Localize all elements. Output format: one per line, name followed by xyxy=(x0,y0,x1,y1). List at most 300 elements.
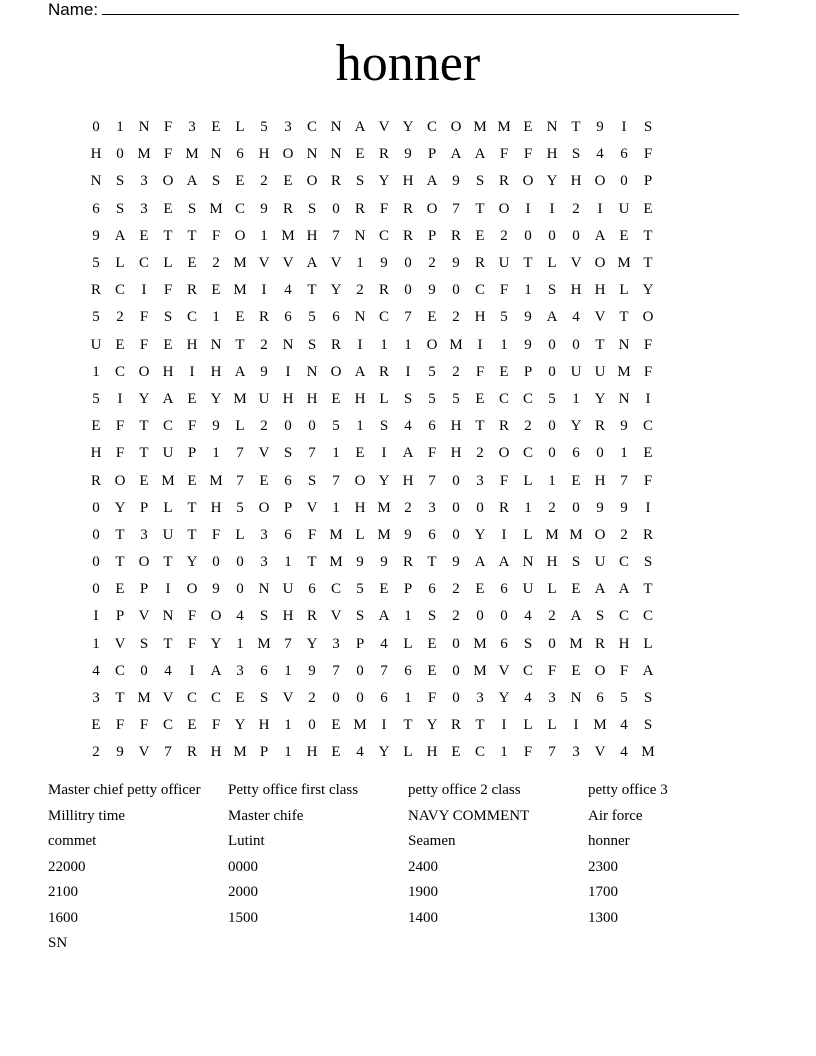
grid-letter: 0 xyxy=(452,526,460,543)
grid-letter: M xyxy=(473,662,487,679)
word-list-item: SN xyxy=(48,935,68,951)
grid-letter: 3 xyxy=(476,472,484,489)
grid-letter: T xyxy=(115,526,125,543)
grid-letter: L xyxy=(235,119,245,136)
grid-letter: T xyxy=(187,499,197,516)
grid-letter: H xyxy=(186,336,198,353)
grid-letter: M xyxy=(617,363,631,380)
word-list-item: 2300 xyxy=(588,858,618,875)
grid-letter: T xyxy=(523,255,533,272)
grid-letter: S xyxy=(379,418,389,435)
grid-row xyxy=(84,196,744,223)
grid-letter: O xyxy=(114,472,126,489)
grid-letter: 9 xyxy=(116,744,124,761)
grid-letter: U xyxy=(570,363,582,380)
grid-letter: H xyxy=(594,282,606,299)
grid-letter: F xyxy=(475,363,485,380)
grid-letter: V xyxy=(330,255,342,272)
grid-letter: P xyxy=(283,499,293,516)
grid-letter: 0 xyxy=(452,635,460,652)
grid-letter: 0 xyxy=(332,690,340,707)
grid-letter: 9 xyxy=(404,526,412,543)
grid-letter: P xyxy=(139,499,149,516)
grid-letter: 5 xyxy=(356,581,364,598)
grid-letter: Y xyxy=(210,635,222,652)
grid-letter: 3 xyxy=(188,119,196,136)
grid-letter: R xyxy=(594,418,605,435)
grid-letter: M xyxy=(569,635,583,652)
grid-letter: 7 xyxy=(236,445,244,462)
grid-letter: 0 xyxy=(284,418,292,435)
grid-letter: F xyxy=(211,526,221,543)
grid-letter: O xyxy=(426,336,438,353)
grid-letter: 1 xyxy=(332,499,340,516)
grid-row xyxy=(84,359,744,386)
grid-letter: M xyxy=(257,635,271,652)
grid-letter: 0 xyxy=(92,554,100,571)
grid-letter: I xyxy=(549,200,555,217)
grid-letter: E xyxy=(571,581,581,598)
grid-letter: 1 xyxy=(284,717,292,734)
grid-letter: 1 xyxy=(404,608,412,625)
grid-letter: C xyxy=(474,744,485,761)
grid-letter: S xyxy=(643,690,653,707)
grid-letter: 9 xyxy=(92,227,100,244)
grid-letter: U xyxy=(522,581,534,598)
grid-letter: T xyxy=(139,418,149,435)
grid-letter: 4 xyxy=(236,608,244,625)
grid-letter: M xyxy=(233,282,247,299)
grid-letter: Y xyxy=(546,173,558,190)
grid-letter: E xyxy=(163,336,173,353)
grid-letter: F xyxy=(307,526,317,543)
grid-letter: 0 xyxy=(452,472,460,489)
grid-letter: H xyxy=(258,717,270,734)
grid-row xyxy=(84,549,744,576)
grid-letter: 2 xyxy=(428,255,436,272)
grid-letter: H xyxy=(546,146,558,163)
grid-letter: 0 xyxy=(116,146,124,163)
grid-letter: L xyxy=(163,499,173,516)
grid-row xyxy=(84,386,744,413)
grid-letter: F xyxy=(115,445,125,462)
grid-letter: A xyxy=(474,554,486,571)
grid-letter: L xyxy=(235,526,245,543)
grid-letter: M xyxy=(329,554,343,571)
grid-letter: 9 xyxy=(380,255,388,272)
word-list-item: NAVY COMMENT xyxy=(408,807,530,824)
grid-letter: 0 xyxy=(524,227,532,244)
grid-letter: 0 xyxy=(332,200,340,217)
grid-letter: H xyxy=(570,282,582,299)
grid-letter: H xyxy=(306,227,318,244)
grid-letter: 2 xyxy=(404,499,412,516)
grid-letter: 1 xyxy=(332,445,340,462)
grid-letter: M xyxy=(233,744,247,761)
grid-letter: N xyxy=(306,146,318,163)
grid-letter: 2 xyxy=(548,608,556,625)
word-list-item: Air force xyxy=(588,807,643,824)
grid-row xyxy=(84,712,744,739)
grid-letter: F xyxy=(187,635,197,652)
grid-letter: 1 xyxy=(404,690,412,707)
grid-letter: L xyxy=(163,255,173,272)
grid-row xyxy=(84,332,744,359)
puzzle-title: honner xyxy=(335,35,481,92)
grid-letter: 7 xyxy=(332,472,340,489)
grid-letter: S xyxy=(187,200,197,217)
grid-letter: O xyxy=(498,200,510,217)
grid-letter: 3 xyxy=(548,690,556,707)
grid-letter: S xyxy=(475,173,485,190)
grid-letter: M xyxy=(473,635,487,652)
grid-letter: A xyxy=(450,146,462,163)
grid-letter: 9 xyxy=(452,173,460,190)
grid-letter: N xyxy=(258,581,270,598)
word-list xyxy=(48,780,768,959)
grid-letter: 0 xyxy=(548,363,556,380)
grid-letter: 5 xyxy=(236,499,244,516)
grid-letter: U xyxy=(282,581,294,598)
grid-letter: I xyxy=(597,200,603,217)
grid-letter: I xyxy=(117,390,123,407)
grid-letter: O xyxy=(450,119,462,136)
word-list-item: 1600 xyxy=(48,909,78,926)
grid-letter: 6 xyxy=(308,581,316,598)
grid-letter: F xyxy=(163,282,173,299)
grid-letter: M xyxy=(593,717,607,734)
grid-letter: Y xyxy=(426,717,438,734)
grid-letter: I xyxy=(621,119,627,136)
grid-letter: C xyxy=(114,363,125,380)
grid-letter: F xyxy=(115,418,125,435)
grid-letter: A xyxy=(354,363,366,380)
grid-letter: H xyxy=(162,363,174,380)
grid-letter: A xyxy=(402,445,414,462)
grid-letter: 0 xyxy=(620,173,628,190)
grid-letter: 0 xyxy=(92,581,100,598)
grid-letter: S xyxy=(643,717,653,734)
grid-letter: E xyxy=(475,390,485,407)
grid-letter: A xyxy=(210,662,222,679)
grid-letter: 1 xyxy=(92,363,100,380)
grid-letter: C xyxy=(138,255,149,272)
grid-letter: A xyxy=(354,119,366,136)
grid-letter: 1 xyxy=(260,227,268,244)
grid-letter: 5 xyxy=(92,309,100,326)
grid-letter: 2 xyxy=(452,608,460,625)
grid-letter: M xyxy=(161,472,175,489)
grid-letter: S xyxy=(115,173,125,190)
grid-letter: A xyxy=(570,608,582,625)
grid-letter: S xyxy=(643,119,653,136)
grid-letter: M xyxy=(137,690,151,707)
grid-letter: 1 xyxy=(284,554,292,571)
grid-letter: O xyxy=(258,499,270,516)
grid-letter: E xyxy=(115,336,125,353)
grid-letter: N xyxy=(618,390,630,407)
grid-letter: 0 xyxy=(572,499,580,516)
grid-letter: C xyxy=(162,717,173,734)
grid-letter: R xyxy=(378,282,389,299)
grid-letter: A xyxy=(618,581,630,598)
grid-letter: 6 xyxy=(404,662,412,679)
grid-letter: R xyxy=(378,363,389,380)
grid-letter: H xyxy=(210,363,222,380)
grid-letter: 4 xyxy=(380,635,388,652)
grid-letter: 7 xyxy=(452,200,460,217)
grid-letter: C xyxy=(378,309,389,326)
grid-letter: 1 xyxy=(572,390,580,407)
grid-letter: 4 xyxy=(92,662,100,679)
grid-letter: 0 xyxy=(452,499,460,516)
grid-letter: 7 xyxy=(164,744,172,761)
grid-letter: M xyxy=(353,717,367,734)
grid-letter: N xyxy=(330,146,342,163)
grid-letter: S xyxy=(403,390,413,407)
grid-letter: H xyxy=(546,554,558,571)
grid-letter: 7 xyxy=(308,445,316,462)
grid-letter: R xyxy=(330,173,341,190)
grid-letter: M xyxy=(569,526,583,543)
grid-letter: 4 xyxy=(620,744,628,761)
grid-letter: I xyxy=(645,499,651,516)
grid-letter: 7 xyxy=(332,662,340,679)
grid-letter: S xyxy=(139,635,149,652)
grid-letter: N xyxy=(138,119,150,136)
grid-letter: E xyxy=(451,744,461,761)
grid-letter: 6 xyxy=(284,472,292,489)
grid-letter: 6 xyxy=(500,635,508,652)
grid-letter: N xyxy=(330,119,342,136)
grid-letter: E xyxy=(475,227,485,244)
grid-letter: T xyxy=(427,554,437,571)
grid-letter: C xyxy=(522,662,533,679)
grid-letter: F xyxy=(619,662,629,679)
grid-letter: I xyxy=(165,581,171,598)
grid-letter: 9 xyxy=(260,363,268,380)
grid-letter: 2 xyxy=(212,255,220,272)
grid-letter: H xyxy=(618,635,630,652)
grid-letter: E xyxy=(283,173,293,190)
grid-letter: H xyxy=(450,418,462,435)
grid-letter: E xyxy=(91,418,101,435)
grid-letter: I xyxy=(141,282,147,299)
grid-letter: I xyxy=(405,363,411,380)
grid-letter: N xyxy=(210,146,222,163)
grid-letter: R xyxy=(186,282,197,299)
grid-letter: T xyxy=(619,309,629,326)
grid-letter: M xyxy=(641,744,655,761)
grid-letter: 7 xyxy=(236,472,244,489)
grid-letter: M xyxy=(473,119,487,136)
grid-letter: S xyxy=(523,635,533,652)
grid-letter: 2 xyxy=(116,309,124,326)
grid-letter: Y xyxy=(378,472,390,489)
grid-letter: E xyxy=(91,717,101,734)
grid-letter: Y xyxy=(210,390,222,407)
grid-letter: N xyxy=(354,227,366,244)
grid-letter: F xyxy=(139,309,149,326)
grid-letter: Y xyxy=(186,554,198,571)
grid-letter: T xyxy=(307,554,317,571)
grid-letter: I xyxy=(645,390,651,407)
grid-letter: R xyxy=(594,635,605,652)
grid-letter: 4 xyxy=(620,717,628,734)
grid-letter: S xyxy=(547,282,557,299)
grid-letter: P xyxy=(187,445,197,462)
grid-letter: S xyxy=(115,200,125,217)
grid-letter: H xyxy=(258,146,270,163)
grid-letter: O xyxy=(162,173,174,190)
grid-row xyxy=(84,685,744,712)
grid-letter: U xyxy=(90,336,102,353)
word-list-item: Millitry time xyxy=(48,807,126,824)
grid-letter: M xyxy=(185,146,199,163)
grid-letter: L xyxy=(643,635,653,652)
grid-letter: Y xyxy=(138,390,150,407)
grid-letter: N xyxy=(522,554,534,571)
grid-letter: I xyxy=(477,336,483,353)
grid-letter: R xyxy=(306,608,317,625)
grid-letter: 3 xyxy=(572,744,580,761)
grid-letter: C xyxy=(186,309,197,326)
grid-letter: R xyxy=(402,227,413,244)
grid-letter: I xyxy=(501,526,507,543)
grid-letter: S xyxy=(307,472,317,489)
grid-letter: R xyxy=(402,554,413,571)
grid-letter: 0 xyxy=(548,336,556,353)
grid-letter: E xyxy=(331,390,341,407)
grid-letter: 2 xyxy=(356,282,364,299)
grid-letter: T xyxy=(187,227,197,244)
grid-letter: F xyxy=(211,227,221,244)
grid-letter: E xyxy=(211,282,221,299)
grid-letter: I xyxy=(381,445,387,462)
grid-letter: 9 xyxy=(212,418,220,435)
word-list-item: 2000 xyxy=(228,884,258,900)
grid-letter: 0 xyxy=(548,227,556,244)
grid-letter: A xyxy=(234,363,246,380)
grid-letter: 0 xyxy=(452,282,460,299)
grid-letter: S xyxy=(211,173,221,190)
grid-letter: P xyxy=(403,581,413,598)
grid-letter: Y xyxy=(474,526,486,543)
word-list-item: 2100 xyxy=(48,884,78,900)
grid-letter: 0 xyxy=(356,662,364,679)
grid-letter: 3 xyxy=(284,119,292,136)
grid-letter: V xyxy=(258,445,270,462)
grid-row xyxy=(84,223,744,250)
grid-letter: E xyxy=(427,635,437,652)
grid-letter: 5 xyxy=(260,119,268,136)
grid-letter: Y xyxy=(402,119,414,136)
grid-letter: C xyxy=(522,445,533,462)
grid-letter: E xyxy=(643,445,653,462)
grid-letter: P xyxy=(427,227,437,244)
grid-letter: 2 xyxy=(260,336,268,353)
grid-letter: O xyxy=(186,581,198,598)
grid-letter: 4 xyxy=(524,690,532,707)
grid-letter: F xyxy=(427,690,437,707)
word-list-item: honner xyxy=(588,833,630,849)
grid-letter: 9 xyxy=(620,418,628,435)
grid-letter: M xyxy=(377,499,391,516)
grid-letter: 4 xyxy=(284,282,292,299)
grid-letter: 0 xyxy=(308,717,316,734)
grid-letter: 0 xyxy=(92,499,100,516)
name-blank-line xyxy=(102,0,739,15)
word-list-item: 1400 xyxy=(408,909,438,926)
grid-letter: 0 xyxy=(476,499,484,516)
word-list-item: 1500 xyxy=(228,909,258,926)
grid-letter: 2 xyxy=(260,173,268,190)
grid-letter: S xyxy=(595,608,605,625)
grid-letter: 2 xyxy=(548,499,556,516)
grid-letter: R xyxy=(498,418,509,435)
grid-letter: N xyxy=(546,119,558,136)
grid-letter: 1 xyxy=(356,255,364,272)
grid-letter: 9 xyxy=(596,499,604,516)
grid-letter: C xyxy=(498,390,509,407)
grid-letter: O xyxy=(282,146,294,163)
grid-letter: M xyxy=(209,472,223,489)
grid-letter: 1 xyxy=(380,336,388,353)
word-list-item: 1300 xyxy=(588,909,618,926)
grid-letter: E xyxy=(331,717,341,734)
grid-letter: O xyxy=(354,472,366,489)
grid-letter: R xyxy=(330,336,341,353)
grid-letter: 1 xyxy=(404,336,412,353)
grid-letter: N xyxy=(306,363,318,380)
grid-letter: M xyxy=(545,526,559,543)
grid-letter: E xyxy=(187,390,197,407)
grid-letter: E xyxy=(115,581,125,598)
grid-letter: 2 xyxy=(452,309,460,326)
grid-letter: C xyxy=(162,418,173,435)
grid-letter: T xyxy=(595,336,605,353)
grid-letter: P xyxy=(427,146,437,163)
grid-letter: 5 xyxy=(308,309,316,326)
grid-letter: F xyxy=(187,418,197,435)
grid-letter: E xyxy=(571,472,581,489)
grid-letter: 6 xyxy=(284,309,292,326)
grid-letter: L xyxy=(619,282,629,299)
grid-letter: 1 xyxy=(284,744,292,761)
grid-letter: Y xyxy=(234,717,246,734)
grid-letter: 0 xyxy=(356,690,364,707)
grid-letter: M xyxy=(233,255,247,272)
grid-letter: 9 xyxy=(596,119,604,136)
grid-letter: L xyxy=(547,255,557,272)
grid-letter: 3 xyxy=(476,690,484,707)
grid-letter: I xyxy=(501,717,507,734)
grid-letter: E xyxy=(163,200,173,217)
grid-letter: N xyxy=(570,690,582,707)
grid-letter: 6 xyxy=(380,690,388,707)
grid-letter: A xyxy=(426,173,438,190)
grid-letter: E xyxy=(355,445,365,462)
grid-letter: 9 xyxy=(308,662,316,679)
grid-letter: 0 xyxy=(404,255,412,272)
grid-letter: 4 xyxy=(164,662,172,679)
grid-letter: S xyxy=(259,690,269,707)
grid-letter: F xyxy=(499,146,509,163)
grid-letter: F xyxy=(115,717,125,734)
grid-letter: H xyxy=(570,173,582,190)
grid-letter: F xyxy=(379,200,389,217)
word-list-item: 22000 xyxy=(48,858,86,875)
